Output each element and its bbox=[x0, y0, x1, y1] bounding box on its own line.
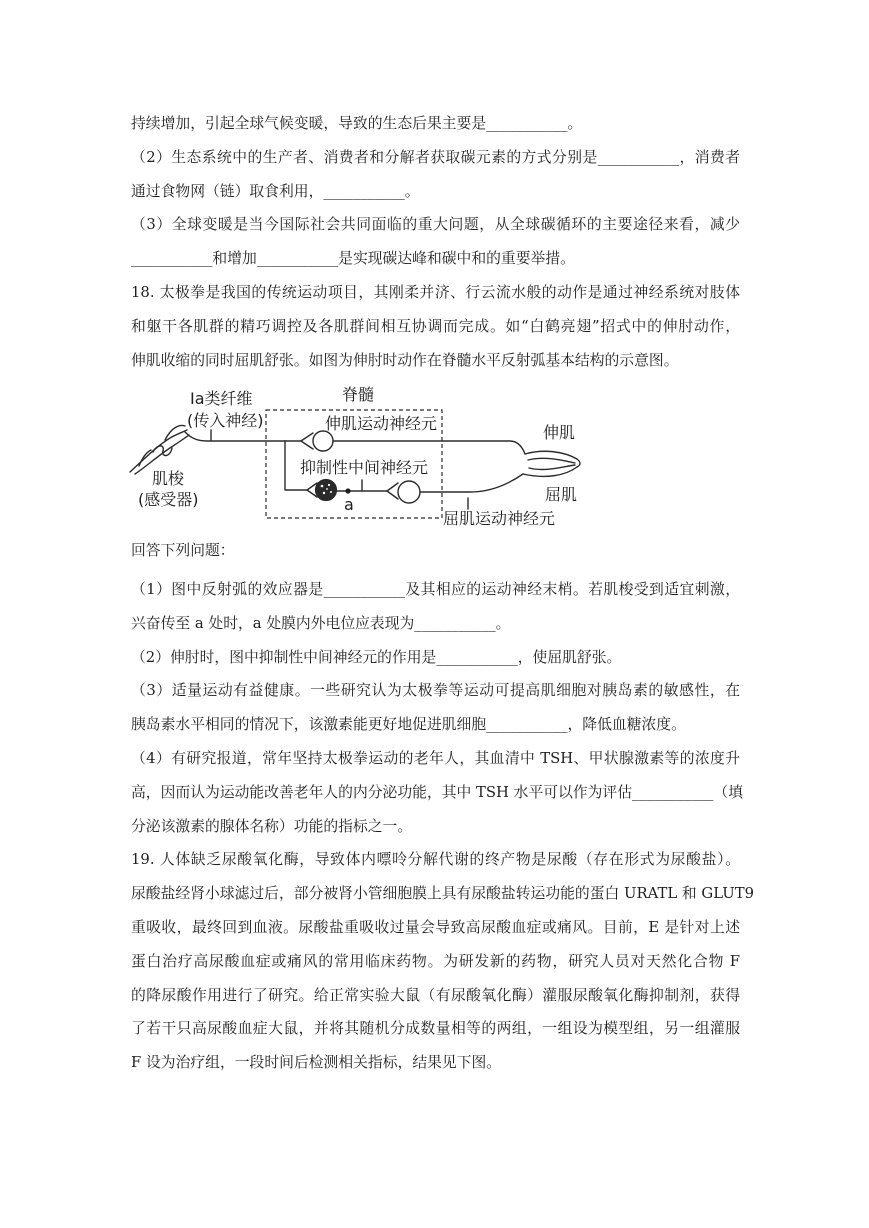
reflex-arc-diagram bbox=[125, 380, 585, 535]
top-text-block bbox=[131, 107, 740, 377]
point-a-label: a bbox=[344, 495, 354, 514]
text-line: ___________和增加___________是实现碳达峰和碳中和的重要举措。 bbox=[131, 250, 575, 268]
extensor-muscle-label: 伸肌 bbox=[543, 423, 576, 442]
muscle-spindle-drawing bbox=[130, 426, 189, 474]
text-line: 尿酸盐经肾小球滤过后，部分被肾小管细胞膜上具有尿酸盐转运功能的蛋白 URATL 和 GLUT9 bbox=[131, 885, 754, 903]
text-line: 持续增加，引起全球气候变暖，导致的生态后果主要是___________。 bbox=[131, 115, 583, 132]
text-line: 和躯干各肌群的精巧调控及各肌群间相互协调而完成。如“白鹤亮翅”招式中的伸肘动作， bbox=[131, 317, 740, 335]
text-line: 的降尿酸作用进行了研究。给正常实验大鼠（有尿酸氧化酶）灌服尿酸氧化酶抑制剂，获得 bbox=[131, 986, 740, 1004]
answer-prompt: 回答下列问题： bbox=[131, 542, 235, 559]
spinal-cord-label: 脊髓 bbox=[342, 385, 375, 404]
text-line: 重吸收，最终回到血液。尿酸盐重吸收过量会导致高尿酸血症或痛风。目前，E 是针对上述 bbox=[131, 918, 740, 936]
text-line: （3）适量运动有益健康。一些研究认为太极拳等运动可提高肌细胞对胰岛素的敏感性，在 bbox=[131, 682, 740, 700]
extensor-motor-neuron-label: 伸肌运动神经元 bbox=[325, 414, 438, 433]
reflex-arc-figure bbox=[125, 380, 585, 535]
text-line: （1）图中反射弧的效应器是___________及其相应的运动神经末梢。若肌梭受到适宜刺激， bbox=[131, 581, 740, 598]
flexor-axon bbox=[420, 474, 523, 492]
text-line: 分泌该激素的腺体名称）功能的指标之一。 bbox=[131, 817, 413, 835]
flexor-synapse bbox=[387, 483, 398, 499]
text-line: 高，因而认为运动能改善老年人的内分泌功能，其中 TSH 水平可以作为评估___________（填 bbox=[131, 783, 743, 801]
point-a-marker bbox=[345, 488, 350, 493]
extensor-motor-neuron bbox=[301, 431, 525, 454]
text-line: 通过食物网（链）取食利用，___________。 bbox=[131, 182, 420, 200]
text-line: （2）伸肘时，图中抑制性中间神经元的作用是___________，使屈肌舒张。 bbox=[131, 648, 622, 666]
text-line: 胰岛素水平相同的情况下，该激素能更好地促进肌细胞___________，降低血糖浓度。 bbox=[131, 716, 686, 734]
text-line: 19. 人体缺乏尿酸氧化酶，导致体内嘌呤分解代谢的终产物是尿酸（存在形式为尿酸盐）。 bbox=[131, 851, 740, 869]
text-line: （2）生态系统中的生产者、消费者和分解者获取碳元素的方式分别是___________，消费者 bbox=[131, 148, 740, 166]
extensor-synapse bbox=[301, 433, 313, 449]
receptor-label: (感受器) bbox=[138, 490, 199, 509]
flexor-motor-neuron bbox=[387, 474, 523, 509]
muscle-spindle-label: 肌梭 bbox=[152, 469, 185, 488]
muscle-drawing bbox=[523, 451, 580, 476]
bottom-text-block bbox=[131, 573, 754, 1080]
question-18-sub-questions bbox=[131, 573, 743, 843]
text-line: 18. 太极拳是我国的传统运动项目，其刚柔并济、行云流水般的动作是通过神经系统对肢体 bbox=[131, 283, 740, 301]
question-18-stem bbox=[131, 276, 740, 377]
question-19 bbox=[131, 843, 754, 1080]
flexor-motor-neuron-label: 屈肌运动神经元 bbox=[443, 509, 556, 528]
interneuron-soma bbox=[316, 480, 337, 501]
flexor-muscle-label: 屈肌 bbox=[545, 485, 578, 504]
afferent-fiber bbox=[185, 432, 285, 441]
text-line: 了若干只高尿酸血症大鼠，并将其随机分成数量相等的两组，一组设为模型组，另一组灌服 bbox=[131, 1020, 740, 1038]
text-line: F 设为治疗组，一段时间后检测相关指标，结果见下图。 bbox=[131, 1054, 502, 1072]
flexor-neuron-soma bbox=[398, 481, 420, 503]
afferent-fiber-label: Ⅰa类纤维 bbox=[190, 389, 253, 408]
text-line: 蛋白治疗高尿酸血症或痛风的常用临床药物。为研发新的药物，研究人员对天然化合物 F bbox=[131, 952, 740, 970]
extensor-neuron-soma bbox=[313, 431, 333, 451]
text-line: 伸肌收缩的同时屈肌舒张。如图为伸肘时动作在脊髓水平反射弧基本结构的示意图。 bbox=[131, 351, 679, 369]
afferent-nerve-label: (传入神经) bbox=[187, 411, 264, 430]
answer-prompt-block bbox=[131, 534, 740, 568]
text-line: （4）有研究报道，常年坚持太极拳运动的老年人，其血清中 TSH、甲状腺激素等的浓度升 bbox=[131, 749, 740, 767]
extensor-axon bbox=[333, 441, 525, 454]
text-line: （3）全球变暖是当今国际社会共同面临的重大问题，从全球碳循环的主要途径来看，减少 bbox=[131, 216, 740, 234]
question-17-continued bbox=[131, 107, 740, 276]
text-line: 兴奋传至 a 处时，a 处膜内外电位应表现为___________。 bbox=[131, 614, 511, 632]
inhibitory-interneuron-label: 抑制性中间神经元 bbox=[300, 458, 429, 477]
